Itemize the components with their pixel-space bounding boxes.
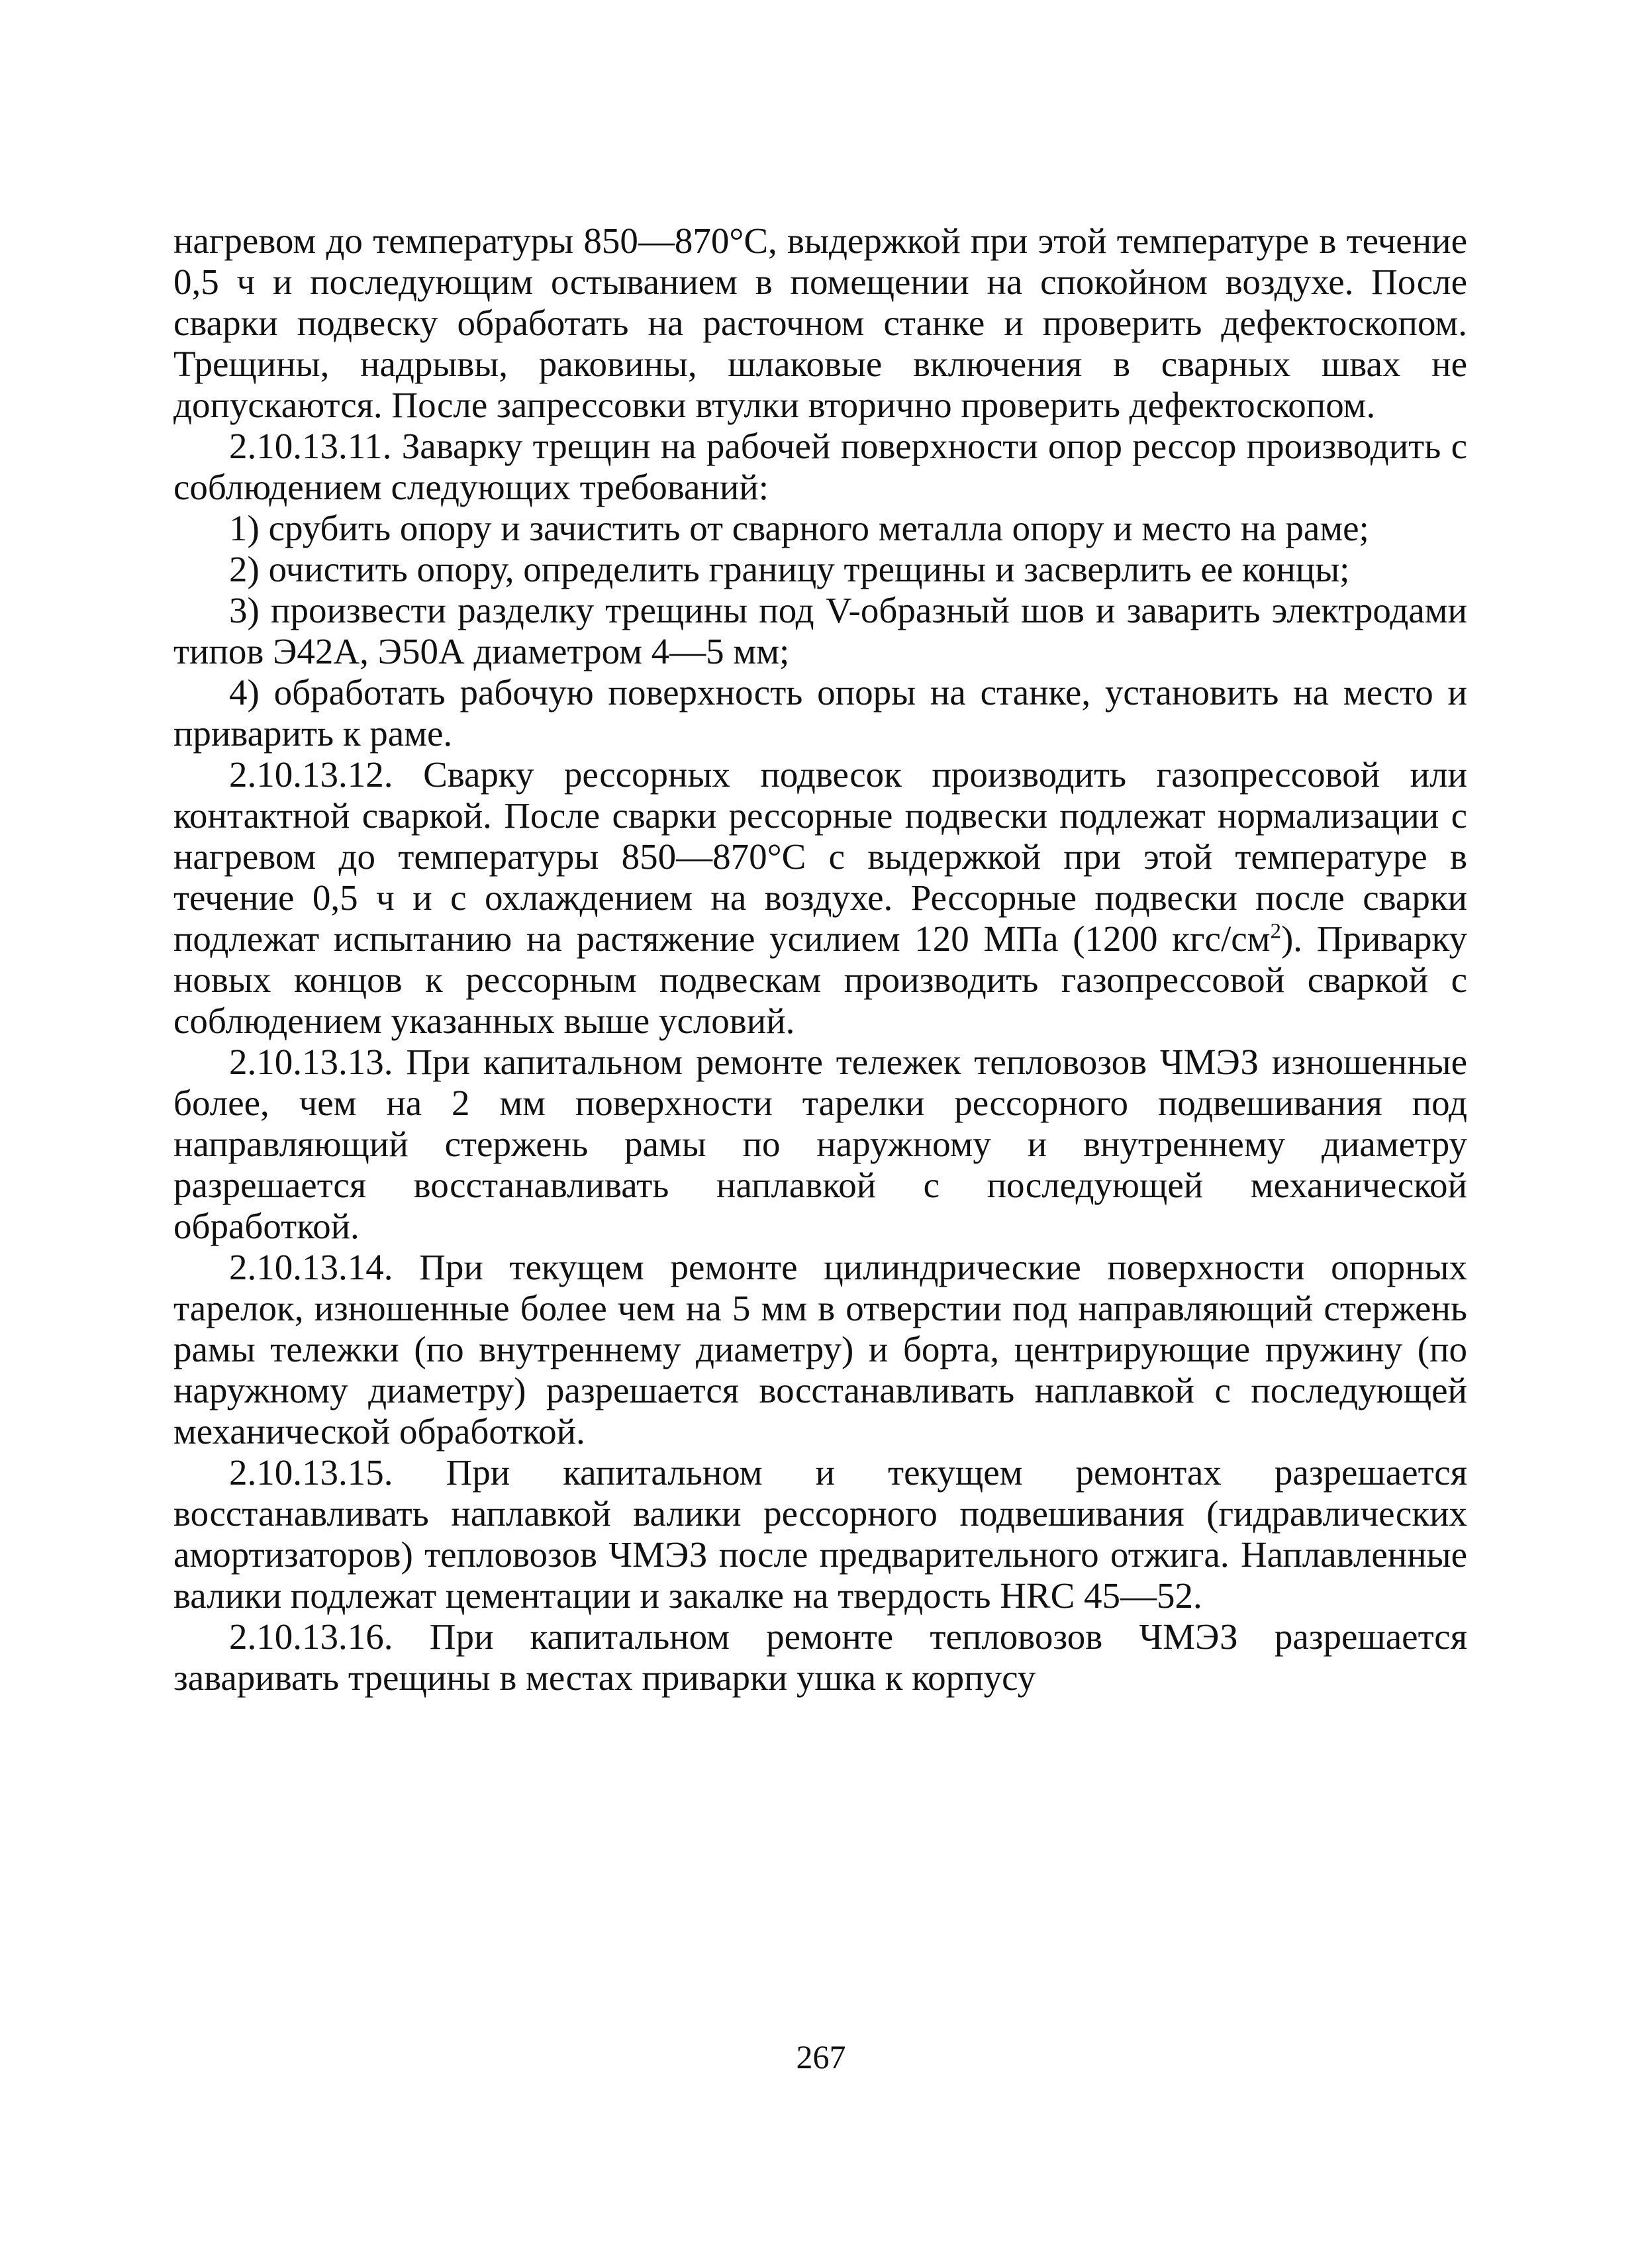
clause-2-10-13-16: 2.10.13.16. При капитальном ремонте тепловозов ЧМЭЗ разрешается заваривать трещины в местах приварки ушка к корпусу [173,1616,1467,1698]
clause-2-10-13-12-text-before: 2.10.13.12. Сварку рессорных подвесок производить газопрессовой или контактной сваркой. После сварки рессорные подвески подлежат нормализации с нагревом до температуры 850—870°С с выдержкой при этой температуре в течение 0,5 ч и с охлаждением на воздухе. Рессорные подвески после сварки подлежат испытанию на растяжение усилием 120 МПа (1200 кгс/см [173,754,1467,959]
clause-2-10-13-15: 2.10.13.15. При капитальном и текущем ремонтах разрешается восстанавливать наплавкой валики рессорного подвешивания (гидравлических амортизаторов) тепловозов ЧМЭЗ после предварительного отжига. Наплавленные валики подлежат цементации и закалке на твердость HRC 45—52. [173,1452,1467,1616]
clause-2-10-13-12 [173,754,1467,1042]
list-item-1: 1) срубить опору и зачистить от сварного металла опору и место на раме; [229,508,1369,548]
clause-2-10-13-11: 2.10.13.11. Заварку трещин на рабочей поверхности опор рессор производить с соблюдением следующих требований: [173,426,1467,507]
list-item-4: 4) обработать рабочую поверхность опоры на станке, установить на место и приварить к раме. [173,672,1467,754]
paragraph-continuation: нагревом до температуры 850—870°С, выдержкой при этой температуре в течение 0,5 ч и последующим остыванием в помещении на спокойном воздухе. После сварки подвеску обработать на расточном станке и проверить дефектоскопом. Трещины, надрывы, раковины, шлаковые включения в сварных швах не допускаются. После запрессовки втулки вторично проверить дефектоскопом. [173,221,1467,425]
clause-2-10-13-14: 2.10.13.14. При текущем ремонте цилиндрические поверхности опорных тарелок, изношенные более чем на 5 мм в отверстии под направляющий стержень рамы тележки (по внутреннему диаметру) и борта, центрирующие пружину (по наружному диаметру) разрешается восстанавливать наплавкой с последующей механической обработкой. [173,1247,1467,1452]
clause-2-10-13-13: 2.10.13.13. При капитальном ремонте тележек тепловозов ЧМЭЗ изношенные более, чем на 2 мм поверхности тарелки рессорного подвешивания под направляющий стержень рамы по наружному и внутреннему диаметру разрешается восстанавливать наплавкой с последующей механической обработкой. [173,1042,1467,1246]
body-text [173,221,1467,1699]
list-item-3: 3) произвести разделку трещины под V-образный шов и заварить электродами типов Э42А, Э50А диаметром 4—5 мм; [173,590,1467,671]
list-item-2: 2) очистить опору, определить границу трещины и засверлить ее концы; [229,549,1350,589]
page-number: 267 [796,2038,846,2075]
clause-2-10-13-12-text-after: ). Приварку новых концов к рессорным подвескам производить газопрессовой сваркой с соблюдением указанных выше условий. [173,918,1467,1041]
superscript-exponent: 2 [1270,919,1281,944]
